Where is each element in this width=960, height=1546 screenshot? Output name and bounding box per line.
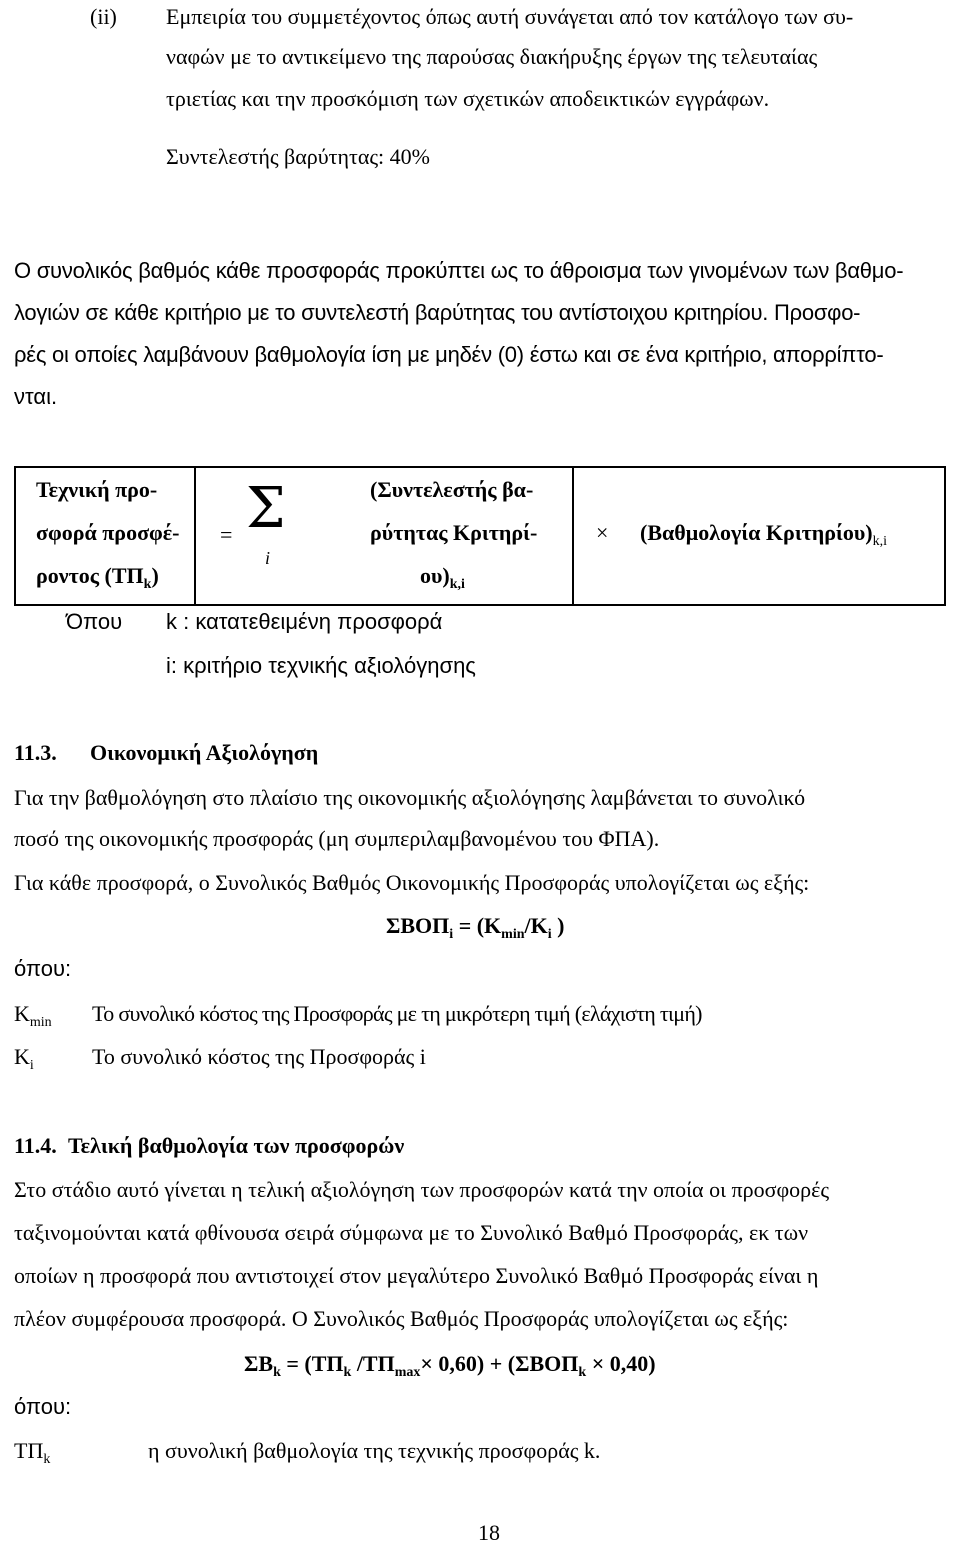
formula-divider: [194, 466, 196, 606]
section-number: 11.4.: [14, 1133, 57, 1158]
def-symbol: $K_{min}$: [14, 1001, 52, 1030]
definition-k: k : κατατεθειμένη προσφορά: [166, 609, 443, 634]
sbop-formula: $\Sigma BO\Pi_i = (K_{min}/K_i$ ): [386, 913, 565, 942]
formula-lhs-line: ροντος $(T\Pi_k)$: [36, 563, 159, 592]
paragraph-line: Στο στάδιο αυτό γίνεται η τελική αξιολόγηση των προσφορών κατά την οποία οι προσφορές: [14, 1177, 830, 1202]
paragraph-line: οποίων η προσφορά που αντιστοιχεί στον μεγαλύτερο Συνολικό Βαθμό Προσφοράς είναι η: [14, 1263, 819, 1288]
definition-i: i: κριτήριο τεχνικής αξιολόγησης: [166, 653, 476, 678]
item-text-line: Εμπειρία του συμμετέχοντος όπως αυτή συνάγεται από τον κατάλογο των συ-: [166, 4, 854, 29]
paragraph-line: νται.: [14, 384, 58, 409]
section-title: Οικονομική Αξιολόγηση: [90, 740, 319, 765]
times-sign: ×: [596, 520, 609, 545]
def-text: Το συνολικό κόστος της Προσφοράς με τη μικρότερη τιμή (ελάχιστη τιμή): [92, 1001, 702, 1026]
paragraph-line: Ο συνολικός βαθμός κάθε προσφοράς προκύπτει ως το άθροισμα των γινομένων των βαθμο-: [14, 258, 904, 283]
def-symbol: $T\Pi_k$: [14, 1438, 51, 1467]
paragraph-line: Για την βαθμολόγηση στο πλαίσιο της οικονομικής αξιολόγησης λαμβάνεται το συνολικό: [14, 785, 806, 810]
sigma-symbol: Σ: [246, 476, 286, 541]
where-label: όπου:: [14, 956, 72, 981]
paragraph-line: ρές οι οποίες λαμβάνουν βαθμολογία ίση με μηδέν (0) έστω και σε ένα κριτήριο, απορρίπτο-: [14, 342, 884, 367]
weight-factor: Συντελεστής βαρύτητας: 40%: [166, 144, 430, 169]
def-symbol: $K_i$: [14, 1044, 34, 1073]
def-text: Το συνολικό κόστος της Προσφοράς i: [92, 1044, 426, 1069]
paragraph-line: ταξινομούνται κατά φθίνουσα σειρά σύμφωνα με το Συνολικό Βαθμό Προσφοράς, εκ των: [14, 1220, 809, 1245]
paragraph-line: Για κάθε προσφορά, ο Συνολικός Βαθμός Οικονομικής Προσφοράς υπολογίζεται ως εξής:: [14, 870, 810, 895]
item-text-line: τριετίας και την προσκόμιση των σχετικών αποδεικτικών εγγράφων.: [166, 86, 770, 111]
weight-line: $o\upsilon)_{k,i}$: [420, 563, 465, 592]
formula-divider: [572, 466, 574, 606]
paragraph-line: ποσό της οικονομικής προσφοράς (μη συμπεριλαμβανομένου του ΦΠΑ).: [14, 826, 660, 851]
def-text: η συνολική βαθμολογία της τεχνικής προσφοράς k.: [148, 1438, 601, 1463]
weight-line: ρύτητας Κριτηρί-: [370, 520, 538, 545]
score-term: (Βαθμολογία $K\rho\iota\tau\eta\rho ίo\upsilon)_{k,i}$: [640, 520, 888, 549]
page-number: 18: [478, 1520, 500, 1545]
section-title: Τελική βαθμολογία των προσφορών: [68, 1133, 405, 1158]
paragraph-line: λογιών σε κάθε κριτήριο με το συντελεστή βαρύτητας του αντίστοιχου κριτηρίου. Προσφο-: [14, 300, 861, 325]
equals-sign: =: [220, 522, 233, 547]
section-number: 11.3.: [14, 740, 57, 765]
formula-lhs-line: Τεχνική προ-: [36, 477, 158, 502]
paragraph-line: πλέον συμφέρουσα προσφορά. Ο Συνολικός Βαθμός Προσφοράς υπολογίζεται ως εξής:: [14, 1306, 789, 1331]
item-text-line: ναφών με το αντικείμενο της παρούσας διακήρυξης έργων της τελευταίας: [166, 44, 818, 69]
item-label: (ii): [90, 4, 117, 29]
where-label: Όπου: [66, 609, 123, 634]
weight-line: (Συντελεστής βα-: [370, 477, 534, 502]
sb-formula: $\Sigma B_k = (T\Pi_k$ $/T\Pi_{max}\times 0,60) + (\Sigma BO\Pi_k \times 0,40)$: [244, 1351, 656, 1380]
where-label: όπου:: [14, 1394, 72, 1419]
sigma-index: i: [265, 548, 271, 568]
formula-lhs-line: σφορά προσφέ-: [36, 520, 180, 545]
